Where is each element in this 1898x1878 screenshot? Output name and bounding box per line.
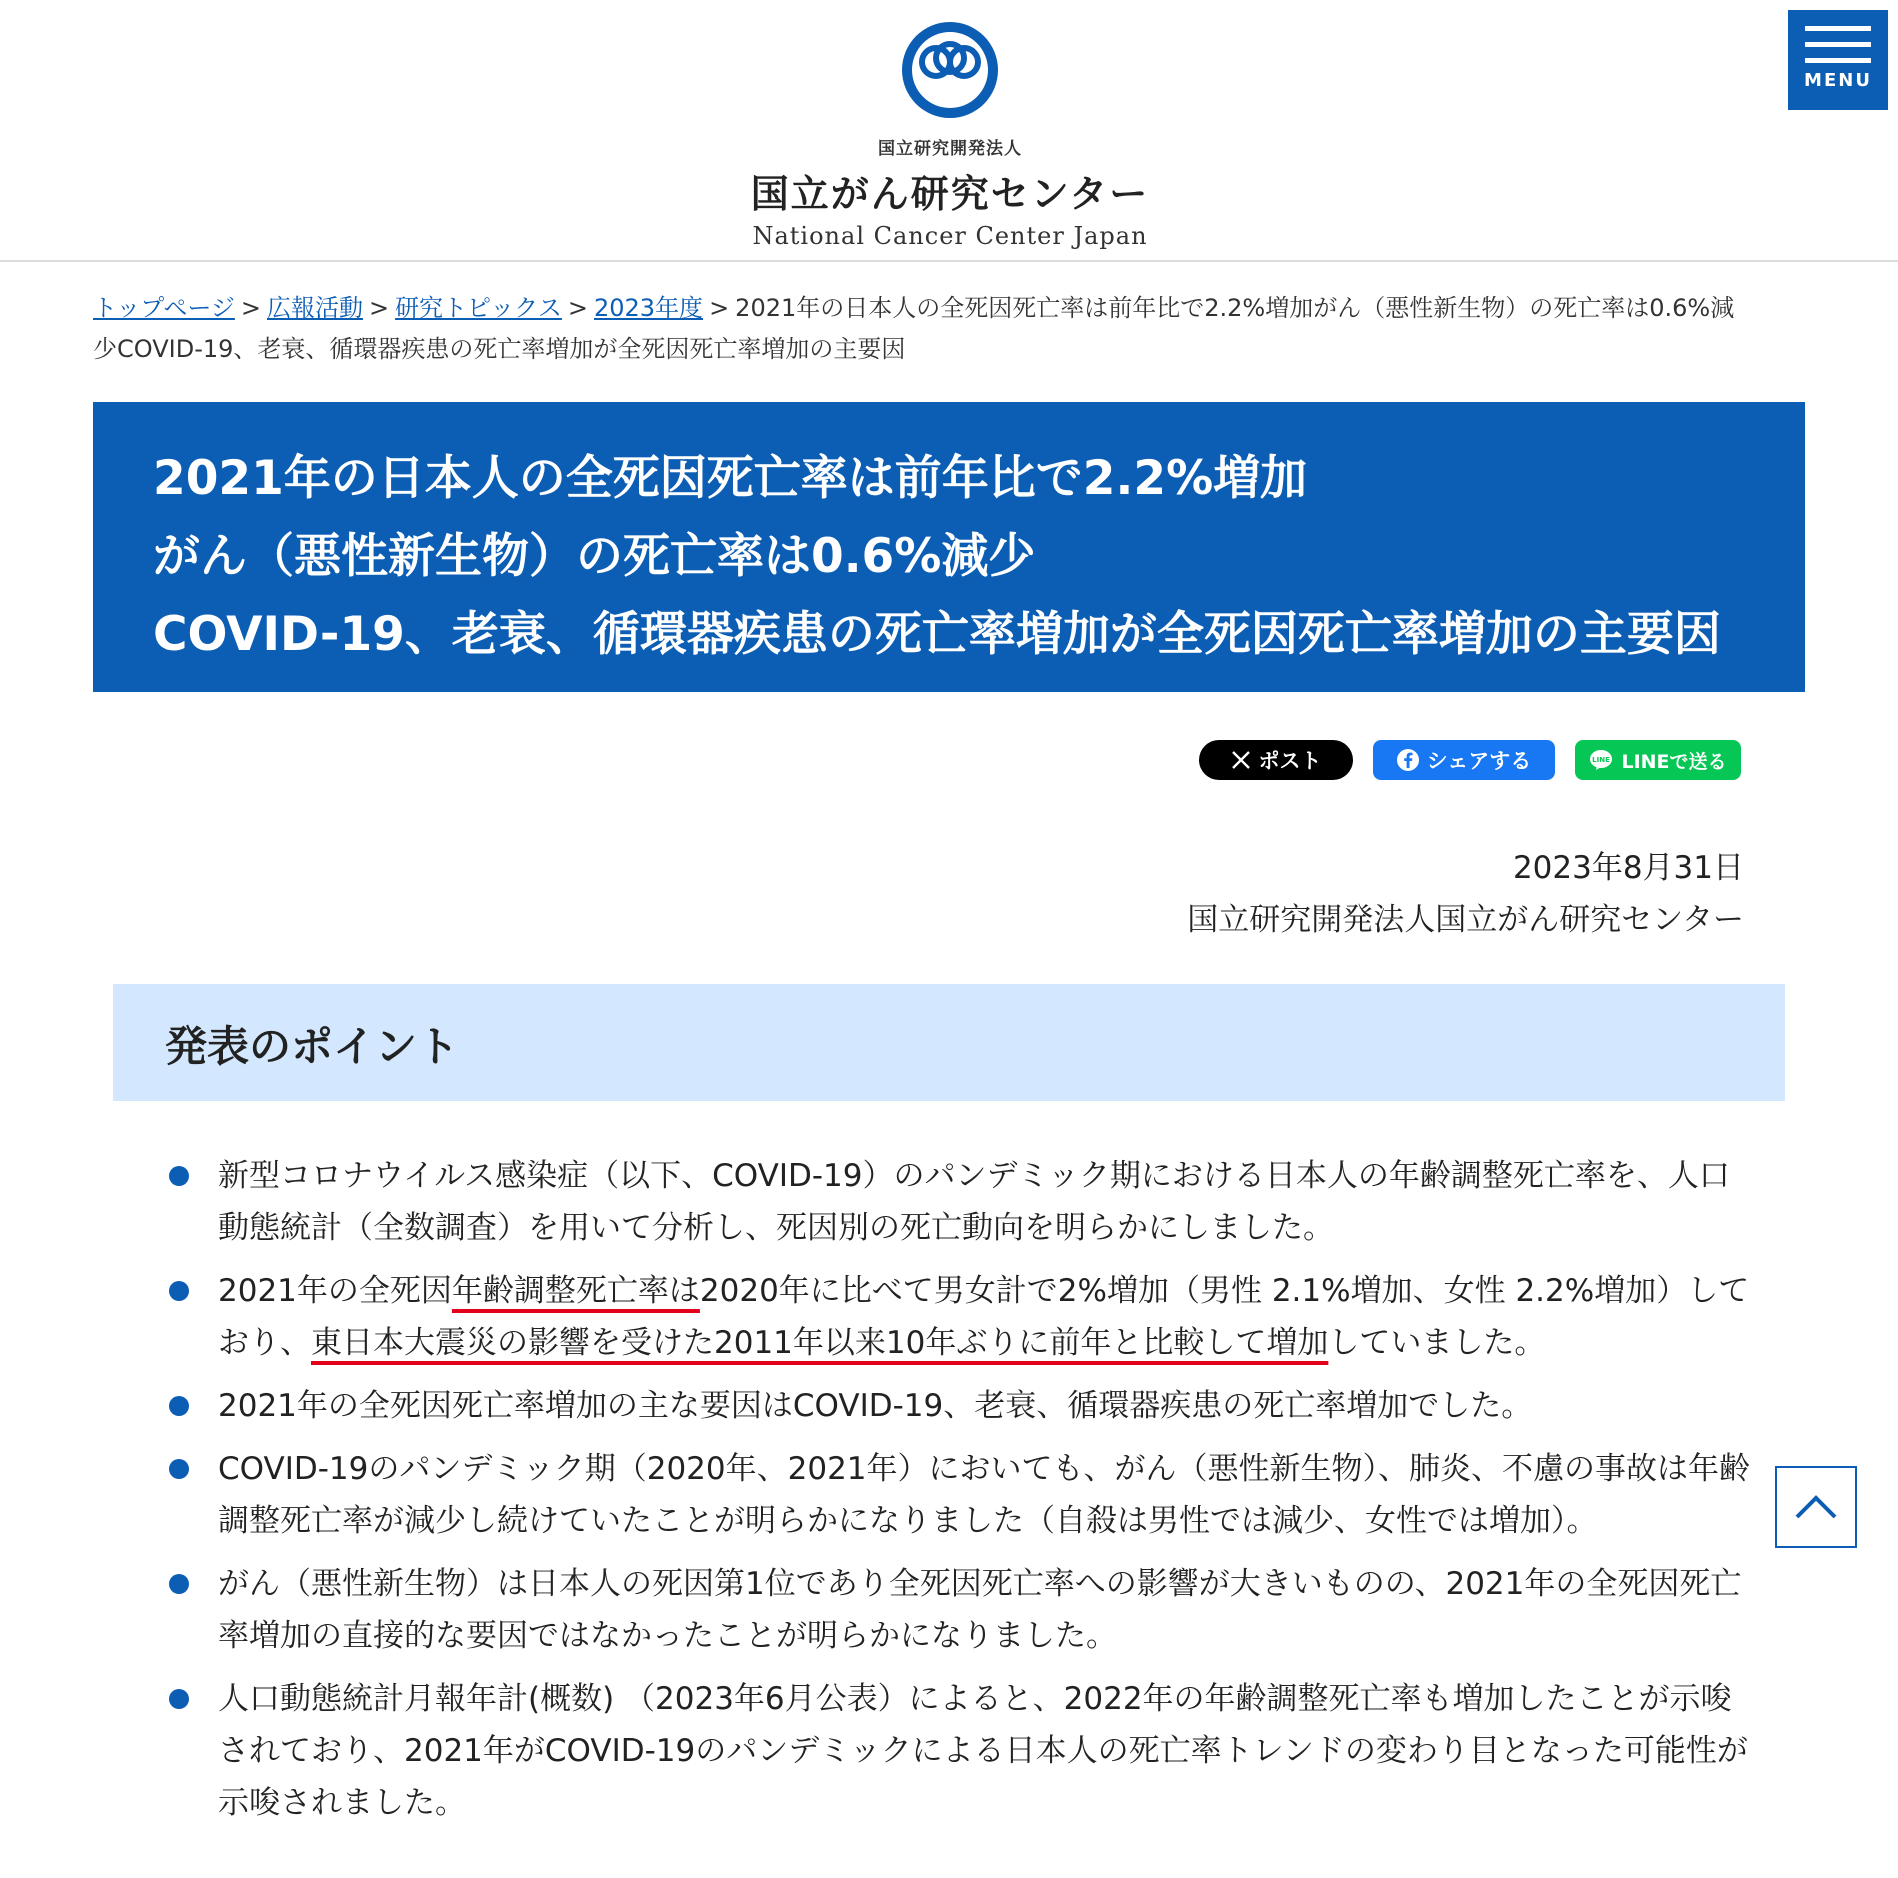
bullet-icon <box>169 1574 189 1594</box>
breadcrumb-link-2023[interactable]: 2023年度 <box>593 294 704 322</box>
menu-label: MENU <box>1804 70 1872 91</box>
list-item <box>160 1673 1750 1829</box>
page-title-line-2: がん（悪性新生物）の死亡率は0.6%減少 <box>153 529 1036 584</box>
breadcrumb-current: 2021年の日本人の全死因死亡率は前年比で2.2%増加がん（悪性新生物）の死亡率は0.6%減少COVID-19、老衰、循環器疾患の死亡率増加が全死因死亡率増加の主要因 <box>93 294 1735 363</box>
points-heading: 発表のポイント <box>113 984 1785 1101</box>
point-text: 人口動態統計月報年計(概数) （2023年6月公表）によると、2022年の年齢調整死亡率も増加したことが示唆されており、2021年がCOVID-19のパンデミックによる日本人の死亡率トレンドの変わり目となった可能性が示唆されました。 <box>218 1681 1748 1821</box>
share-x-button[interactable] <box>1199 740 1353 780</box>
point-text: 2021年の全死因死亡率増加の主な要因はCOVID-19、老衰、循環器疾患の死亡率増加でした。 <box>218 1388 1533 1424</box>
page-title-line-1: 2021年の日本人の全死因死亡率は前年比で2.2%増加 <box>153 451 1308 506</box>
highlighted-text: 年齢調整死亡率は <box>451 1273 700 1309</box>
site-logo[interactable] <box>700 18 1200 248</box>
menu-button[interactable] <box>1788 10 1888 110</box>
breadcrumb-link-research-topics[interactable]: 研究トピックス <box>395 294 562 322</box>
bullet-icon <box>169 1689 189 1709</box>
page-title-line-3: COVID-19、老衰、循環器疾患の死亡率増加が全死因死亡率増加の主要因 <box>153 607 1721 662</box>
share-facebook-label: シェアする <box>1426 749 1532 773</box>
list-item <box>160 1265 1750 1369</box>
point-text: COVID-19のパンデミック期（2020年、2021年）においても、がん（悪性新生物）、肺炎、不慮の事故は年齢調整死亡率が減少し続けていたことが明らかになりました（自殺は男性では減少、女性では増加）。 <box>218 1451 1751 1539</box>
line-icon-text: LINE <box>1592 756 1611 764</box>
share-line-button[interactable] <box>1575 740 1741 780</box>
publish-date: 2023年8月31日 <box>1512 850 1744 886</box>
bullet-icon <box>169 1166 189 1186</box>
point-text: 新型コロナウイルス感染症（以下、COVID-19）のパンデミック期における日本人の年齢調整死亡率を、人口動態統計（全数調査）を用いて分析し、死因別の死亡動向を明らかにしました。 <box>218 1158 1730 1246</box>
breadcrumb <box>93 288 1753 370</box>
list-item <box>160 1558 1750 1662</box>
list-item <box>160 1150 1750 1254</box>
logo-org-label: 国立研究開発法人 <box>878 139 1022 159</box>
page-title <box>93 402 1805 692</box>
breadcrumb-link-top[interactable]: トップページ <box>93 294 235 322</box>
list-item <box>160 1443 1750 1547</box>
breadcrumb-link-pr[interactable]: 広報活動 <box>266 294 363 322</box>
logo-name-ja: 国立がん研究センター <box>750 172 1150 216</box>
list-item <box>160 1380 1750 1432</box>
bullet-icon <box>169 1396 189 1416</box>
bullet-icon <box>169 1281 189 1301</box>
site-header <box>0 0 1898 262</box>
breadcrumb-separator: > <box>240 294 261 322</box>
point-text: がん（悪性新生物）は日本人の死因第1位であり全死因死亡率への影響が大きいものの、2021年の全死因死亡率増加の直接的な要因ではなかったことが明らかになりました。 <box>218 1566 1742 1654</box>
ncc-logo-icon <box>898 18 1002 122</box>
highlighted-text: 東日本大震災の影響を受けた2011年以来10年ぶりに前年と比較して増加 <box>311 1325 1329 1361</box>
x-logo-icon <box>1231 750 1251 770</box>
chevron-up-icon <box>1794 1494 1838 1520</box>
points-list <box>160 1150 1750 1840</box>
point-text: 2020年に比べて男女計で2%増加（男性 2.1%増加、女性 2.2%増加）しており、 <box>218 1273 1750 1361</box>
share-line-label: LINEで送る <box>1621 750 1727 773</box>
back-to-top-button[interactable] <box>1775 1466 1857 1548</box>
publisher-organization: 国立研究開発法人国立がん研究センター <box>1187 902 1744 938</box>
share-facebook-button[interactable] <box>1373 740 1555 780</box>
hamburger-icon <box>1805 26 1871 63</box>
breadcrumb-separator: > <box>567 294 588 322</box>
breadcrumb-separator: > <box>368 294 390 322</box>
logo-name-en: National Cancer Center Japan <box>752 222 1148 250</box>
point-text: していました。 <box>1328 1325 1546 1361</box>
bullet-icon <box>169 1459 189 1479</box>
facebook-icon <box>1397 749 1419 771</box>
point-text: 2021年の全死因 <box>218 1273 452 1309</box>
breadcrumb-separator: > <box>709 294 730 322</box>
line-icon <box>1589 749 1613 771</box>
share-x-label: ポスト <box>1258 749 1322 773</box>
